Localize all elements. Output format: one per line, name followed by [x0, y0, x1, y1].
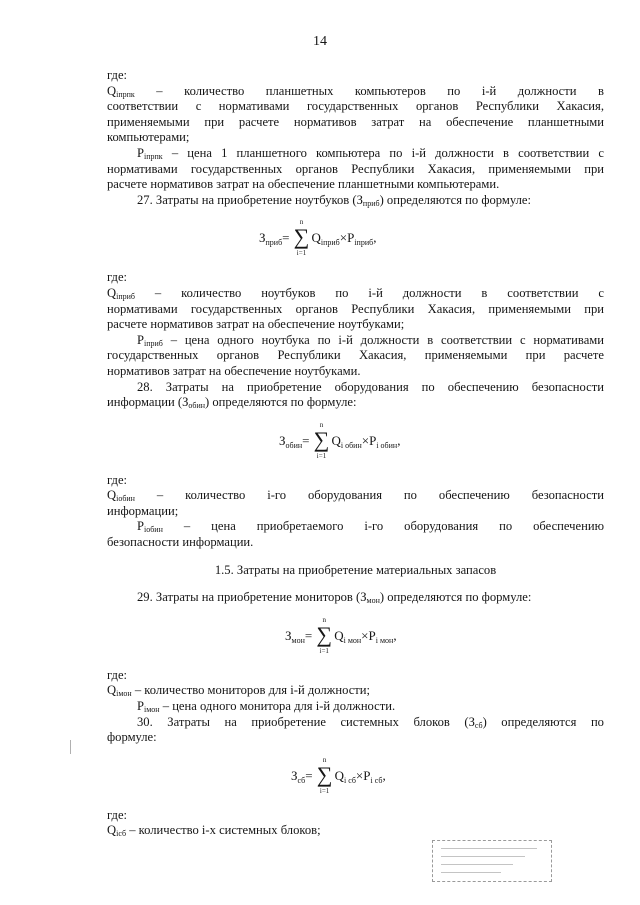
formula-price: $P_{i мон}$ — [368, 627, 394, 645]
sigma-upper-limit: n — [319, 420, 324, 429]
formula-equals: = — [305, 767, 313, 783]
formula-price: $P_{i обин}$ — [369, 432, 398, 450]
formula-tail: , — [382, 767, 386, 783]
sigma-symbol — [317, 756, 333, 796]
formula-equals: = — [304, 627, 313, 643]
sigma-sign: ∑ — [293, 224, 310, 250]
paragraph-line: 29. Затраты на приобретение мониторов $(З_{мон})$ определяются по формуле: — [137, 590, 532, 606]
paragraph-line: 30. Затраты на приобретение системных блоков $(З_{сб})$ определяются по — [137, 714, 604, 730]
paragraph-line: $Q_{iобин}$ – количество i-го оборудования по обеспечению безопасности — [107, 488, 604, 504]
formula-expression — [259, 210, 376, 264]
paragraph-line: 28. Затраты на приобретение оборудования по обеспечению безопасности — [137, 379, 604, 394]
formula-times: × — [355, 767, 364, 783]
paragraph-line: нормативами государственных органов Республики Хакасия, применяемыми при — [107, 161, 604, 176]
formula-block — [107, 748, 604, 802]
paragraph-line: безопасности информации. — [107, 535, 254, 550]
formula-times: × — [361, 432, 370, 448]
formula-times: × — [339, 230, 348, 246]
stamp-line — [441, 864, 513, 865]
paragraph-line: $P_{iмон}$ – цена одного монитора для i-й должности. — [137, 699, 396, 715]
sigma-lower-limit: i=1 — [316, 451, 327, 460]
paragraph-line: информации $(З_{обин})$ определяются по формуле: — [107, 395, 357, 411]
paragraph-line: $Q_{iпрпк}$ – количество планшетных компьютеров по i-й должности в — [107, 83, 604, 99]
formula-tail: , — [393, 627, 397, 643]
sigma-lower-limit: i=1 — [296, 249, 307, 258]
formula-price: $P_{i сб}$ — [363, 767, 383, 785]
paragraph-line: где: — [107, 68, 128, 82]
sigma-sign: ∑ — [316, 761, 333, 787]
formula-block — [107, 413, 604, 467]
paragraph-line: соответствии с нормативами государственных органов Республики Хакасия, — [107, 99, 604, 114]
paragraph-line: применяемыми при расчете нормативов затрат на обеспечение планшетными — [107, 114, 604, 129]
formula-quantity: $Q_{iприб}$ — [311, 230, 340, 248]
stamp-line — [441, 848, 537, 849]
formula-equals: = — [282, 230, 290, 246]
formula-price: $P_{iприб}$ — [347, 230, 374, 248]
formula-total-symbol: $З_{мон}$ — [285, 627, 305, 645]
paragraph-line: где: — [107, 270, 128, 285]
paragraph-line: формуле: — [107, 730, 157, 745]
stamp-line — [441, 856, 525, 857]
document-body — [107, 64, 604, 839]
sigma-symbol — [314, 421, 330, 461]
formula-expression — [279, 413, 400, 467]
sigma-upper-limit: n — [299, 218, 304, 227]
paragraph-line: где: — [107, 472, 128, 487]
paragraph-line: государственных органов Республики Хакасия, применяемыми при расчете — [107, 348, 604, 363]
paragraph-line: расчете нормативов затрат на обеспечение ноутбуками; — [107, 317, 405, 332]
formula-expression — [285, 608, 397, 662]
paragraph-line: $Q_{iсб}$ – количество i-х системных блоков; — [107, 823, 321, 839]
paragraph-line: нормативами государственных органов Республики Хакасия, применяемыми при — [107, 301, 604, 316]
formula-quantity: $Q_{i сб}$ — [334, 767, 356, 785]
formula-tail: , — [373, 230, 377, 246]
paragraph-line: расчете нормативов затрат на обеспечение планшетными компьютерами. — [107, 177, 500, 192]
paragraph-line: информации; — [107, 503, 179, 518]
formula-total-symbol: $З_{приб}$ — [259, 230, 283, 248]
sigma-upper-limit: n — [322, 755, 327, 764]
formula-quantity: $Q_{i обин}$ — [331, 432, 362, 450]
sigma-lower-limit: i=1 — [319, 646, 329, 655]
paragraph-line: компьютерами; — [107, 130, 190, 145]
sigma-sign: ∑ — [313, 426, 330, 452]
margin-mark — [70, 740, 71, 754]
formula-block — [107, 608, 604, 662]
sigma-symbol — [316, 616, 332, 656]
formula-expression — [291, 748, 386, 802]
formula-total-symbol: $З_{обин}$ — [279, 432, 303, 450]
paragraph-line: где: — [107, 667, 128, 682]
formula-tail: , — [397, 432, 401, 448]
paragraph-line: $Q_{iмон}$ – количество мониторов для i-й должности; — [107, 683, 371, 699]
sigma-upper-limit: n — [322, 615, 326, 624]
formula-block — [107, 210, 604, 264]
paragraph-line: $Q_{iприб}$ – количество ноутбуков по i-й должности в соответствии с — [107, 285, 604, 301]
formula-quantity: $Q_{i мон}$ — [334, 627, 362, 645]
sigma-lower-limit: i=1 — [319, 786, 330, 795]
sigma-sign: ∑ — [316, 621, 333, 647]
paragraph-line: $P_{iприб}$ – цена одного ноутбука по i-й должности в соответствии с нормативами — [137, 332, 604, 348]
paragraph-line: 27. Затраты на приобретение ноутбуков $(З_{приб})$ определяются по формуле: — [137, 192, 532, 208]
paragraph-line: $P_{iобин}$ – цена приобретаемого i-го оборудования по обеспечению — [137, 519, 604, 535]
paragraph-line: 1.5. Затраты на приобретение материальных запасов — [214, 562, 497, 577]
formula-times: × — [361, 627, 369, 643]
sigma-symbol — [294, 218, 310, 258]
paragraph-line: где: — [107, 807, 128, 822]
paragraph-line: нормативов затрат на обеспечение ноутбуками. — [107, 363, 361, 378]
stamp-line — [441, 872, 501, 873]
scan-stamp — [432, 840, 552, 882]
formula-equals: = — [302, 432, 310, 448]
paragraph-line: $P_{iпрпк}$ – цена 1 планшетного компьютера по i-й должности в соответствии с — [137, 145, 604, 161]
formula-total-symbol: $З_{сб}$ — [291, 767, 306, 785]
page-number: 14 — [313, 34, 327, 49]
